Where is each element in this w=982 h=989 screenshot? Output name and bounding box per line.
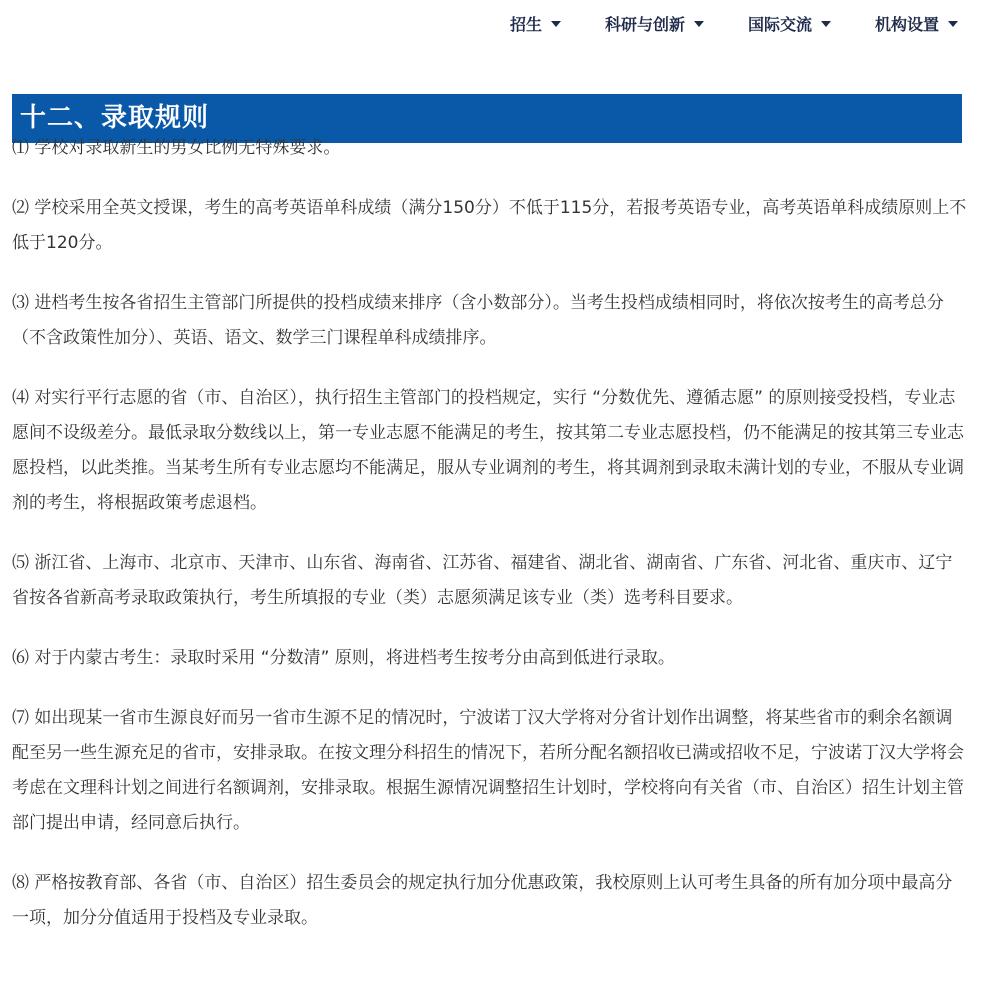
nav-item-organization[interactable]: [875, 12, 958, 35]
rule-paragraph-7: ⑺ 如出现某一省市生源良好而另一省市生源不足的情况时，宁波诺丁汉大学将对分省计划作出调整，将某些省市的剩余名额调配至另一些生源充足的省市，安排录取。在按文理分科招生的情况下，若所分配名额招收已满或招收不足，宁波诺丁汉大学将会考虑在文理科计划之间进行名额调剂，安排录取。根据生源情况调整招生计划时，学校将向有关省（市、自治区）招生计划主管部门提出申请，经同意后执行。: [12, 708, 964, 833]
admission-rules: [12, 131, 968, 961]
nav-item-label: 招生: [509, 14, 542, 34]
section-title: 十二、录取规则: [12, 94, 962, 143]
rule-paragraph-5: ⑸ 浙江省、上海市、北京市、天津市、山东省、海南省、江苏省、福建省、湖北省、湖南省、广东省、河北省、重庆市、辽宁省按各省新高考录取政策执行，考生所填报的专业（类）志愿须满足该专业（类）选考科目要求。: [12, 553, 953, 608]
caret-down-icon: [948, 21, 958, 27]
caret-down-icon: [694, 21, 704, 27]
rule-paragraph-8: ⑻ 严格按教育部、各省（市、自治区）招生委员会的规定执行加分优惠政策，我校原则上认可考生具备的所有加分项中最高分一项，加分分值适用于投档及专业录取。: [12, 873, 953, 928]
nav-item-admissions[interactable]: [510, 12, 561, 35]
nav-item-label: 科研与创新: [604, 14, 685, 34]
caret-down-icon: [821, 21, 831, 27]
top-navigation: [510, 0, 958, 46]
nav-item-label: 机构设置: [874, 14, 939, 34]
caret-down-icon: [551, 21, 561, 27]
rule-paragraph-2: ⑵ 学校采用全英文授课，考生的高考英语单科成绩（满分150分）不低于115分，若报考英语专业，高考英语单科成绩原则上不低于120分。: [12, 198, 967, 253]
nav-item-international-exchange[interactable]: [748, 12, 831, 35]
nav-item-label: 国际交流: [747, 14, 812, 34]
rule-paragraph-1: ⑴ 学校对录取新生的男女比例无特殊要求。: [12, 138, 341, 158]
rule-paragraph-4: ⑷ 对实行平行志愿的省（市、自治区），执行招生主管部门的投档规定，实行 “分数优先、遵循志愿” 的原则接受投档，专业志愿间不设级差分。最低录取分数线以上，第一专业志愿不能满足的考生，按其第二专业志愿投档，仍不能满足的按其第三专业志愿投档，以此类推。当某考生所有专业志愿均不能满足，服从专业调剂的考生，将其调剂到录取未满计划的专业，不服从专业调剂的考生，将根据政策考虑退档。: [12, 388, 964, 513]
rule-paragraph-3: ⑶ 进档考生按各省招生主管部门所提供的投档成绩来排序（含小数部分）。当考生投档成绩相同时，将依次按考生的高考总分（不含政策性加分）、英语、语文、数学三门课程单科成绩排序。: [12, 293, 944, 348]
nav-item-research-innovation[interactable]: [605, 12, 704, 35]
rule-paragraph-6: ⑹ 对于内蒙古考生：录取时采用 “分数清” 原则，将进档考生按考分由高到低进行录取。: [12, 648, 675, 668]
